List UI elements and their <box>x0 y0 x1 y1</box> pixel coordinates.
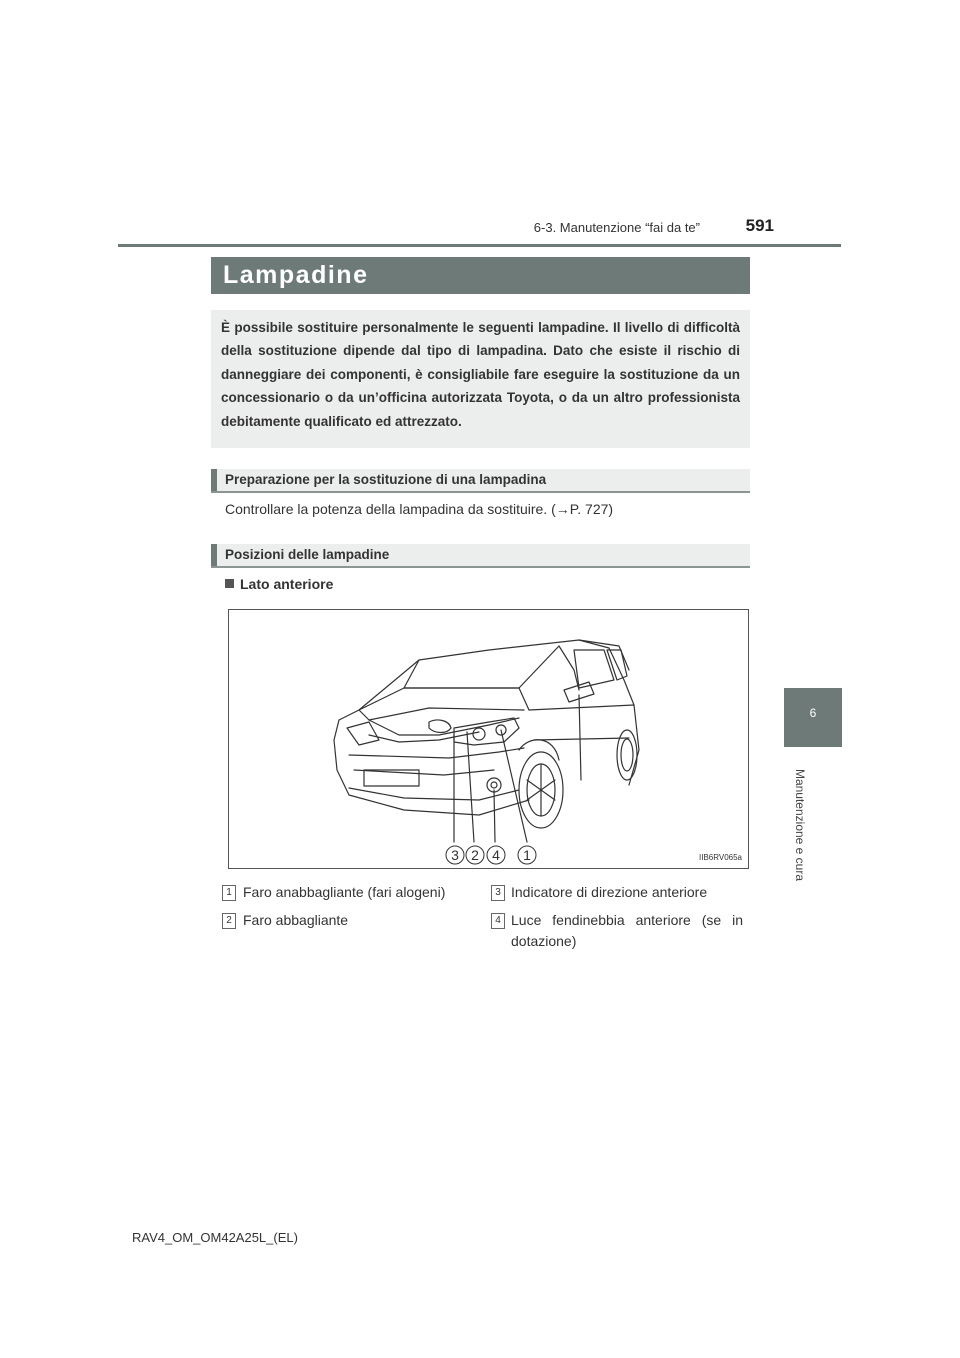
intro-text: È possibile sostituire personalmente le seguenti lampadine. Il livello di difficoltà della sostituzione dipende dal tipo di lampadina. Dato che esiste il rischio di danneggiare dei componenti, è consigliabile fare eseguire la sostituzione da un concessionario o da un’officina autorizzata Toyota, o da un altro professionista debitamente qualificato ed attrezzato. <box>221 320 740 429</box>
callout-2: 2 <box>471 847 479 863</box>
figure-code: IIB6RV065a <box>699 853 742 862</box>
callout-group <box>446 846 536 864</box>
car-illustration <box>229 610 748 868</box>
preparation-text: Controllare la potenza della lampadina da sostituire. (→P. 727) <box>225 501 614 517</box>
callout-4: 4 <box>492 847 500 863</box>
callout-3: 3 <box>451 847 459 863</box>
legend-item: Faro anabbagliante (fari alogeni) <box>243 884 446 900</box>
footer-code: RAV4_OM_OM42A25L_(EL) <box>132 1230 298 1245</box>
legend-item: Faro abbagliante <box>243 912 349 928</box>
legend-number: 1 <box>222 885 236 901</box>
legend-item: Luce fendinebbia anteriore (se in dotazione) <box>511 912 743 949</box>
section-heading-text: Posizioni delle lampadine <box>225 547 390 562</box>
car-figure <box>228 609 749 869</box>
intro-box <box>211 310 750 448</box>
front-side-subheading <box>225 576 333 592</box>
chapter-tab: 6 <box>784 688 842 747</box>
heading-accent <box>211 469 217 491</box>
section-header: 6-3. Manutenzione “fai da te” <box>533 220 700 235</box>
legend-item: Indicatore di direzione anteriore <box>511 884 708 900</box>
page-title-bar <box>211 257 750 294</box>
callout-1: 1 <box>523 847 531 863</box>
square-bullet-icon <box>225 579 234 588</box>
legend <box>211 882 750 962</box>
chapter-label: Manutenzione e cura <box>793 768 807 882</box>
heading-accent <box>211 544 217 566</box>
header-rule <box>118 244 841 247</box>
section-heading-text: Preparazione per la sostituzione di una lampadina <box>225 472 547 487</box>
page-title: Lampadine <box>223 261 369 289</box>
section-heading-preparation <box>211 469 750 493</box>
front-side-label: Lato anteriore <box>240 576 334 592</box>
section-heading-positions <box>211 544 750 568</box>
legend-number: 4 <box>491 913 505 929</box>
legend-number: 3 <box>491 885 505 901</box>
page-number: 591 <box>745 216 774 235</box>
legend-number: 2 <box>222 913 236 929</box>
